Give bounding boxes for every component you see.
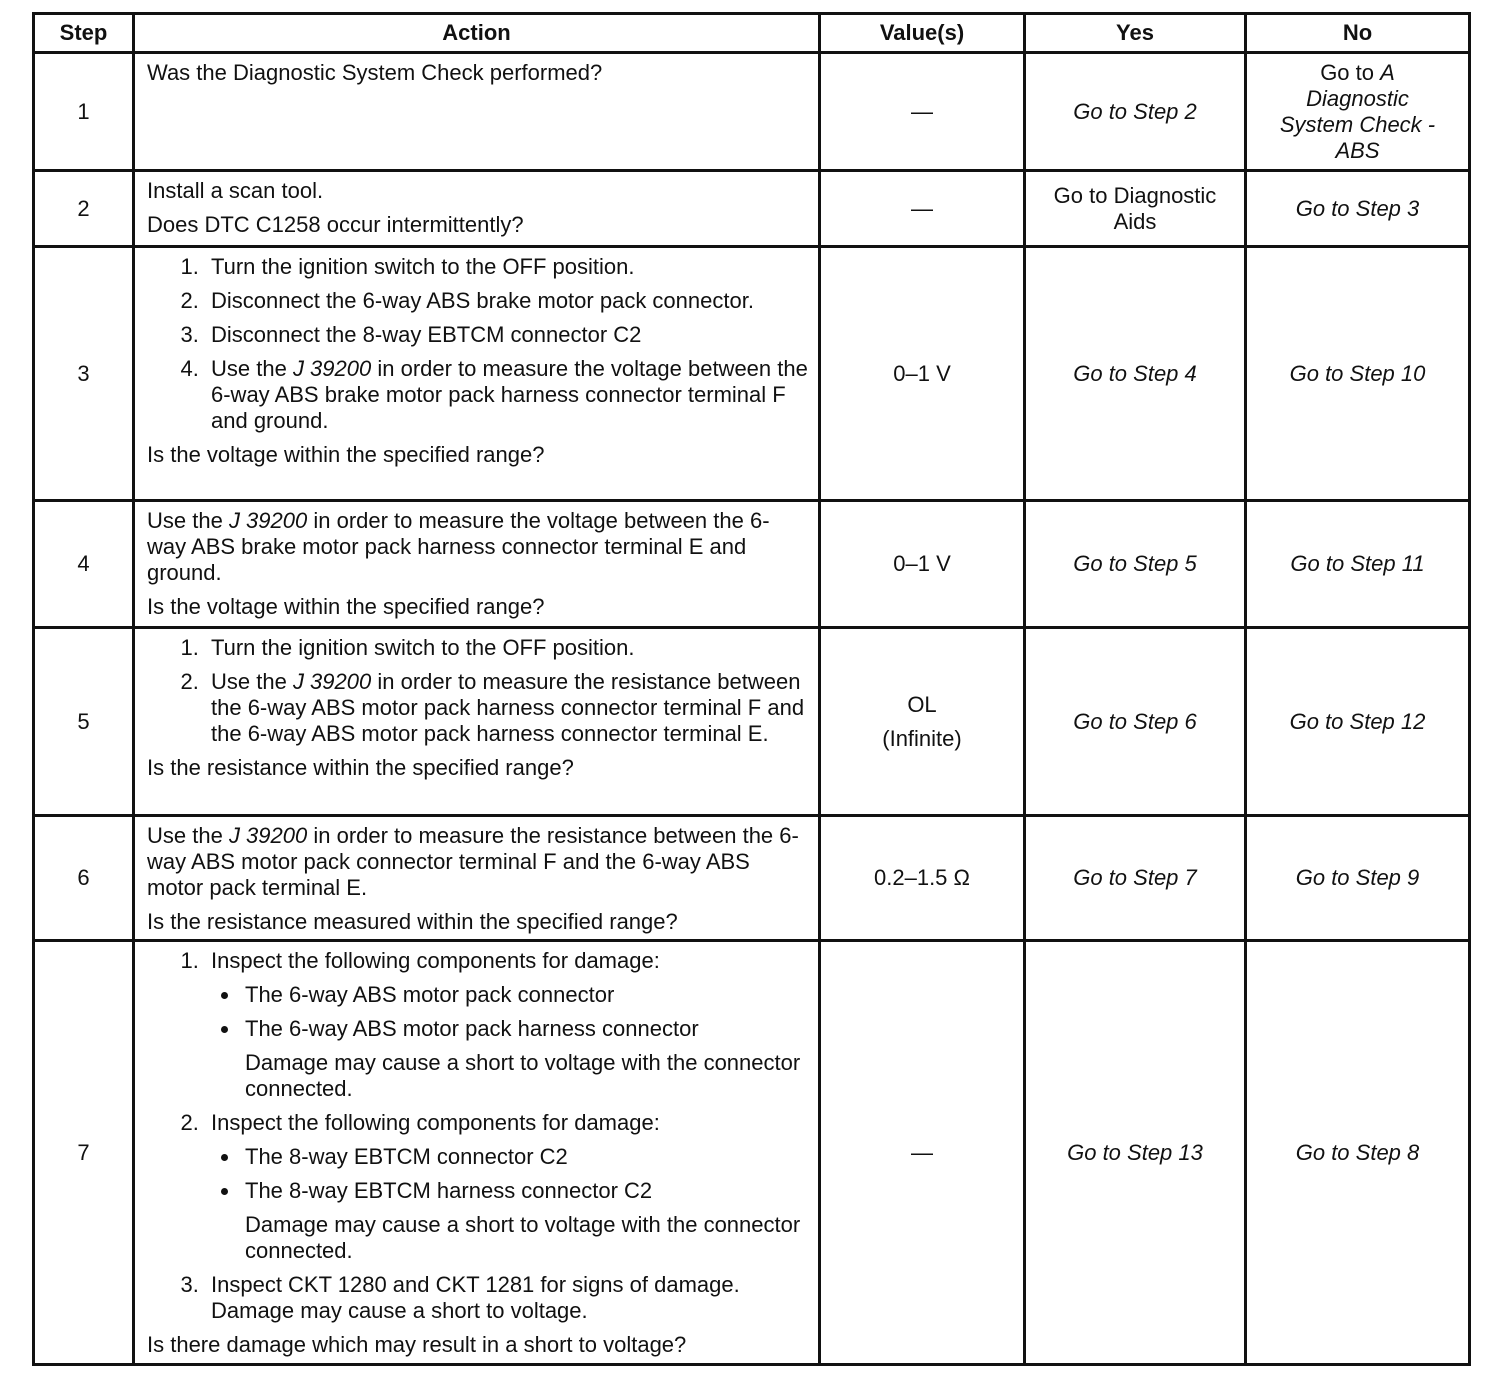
header-action: Action [134, 14, 820, 53]
action-question: Is there damage which may result in a short to voltage? [147, 1332, 687, 1357]
action-step: 1. Turn the ignition switch to the OFF position. [205, 254, 808, 280]
yes-cell: Go to Step 7 [1025, 816, 1246, 941]
action-text: Was the Diagnostic System Check performed? [147, 60, 603, 85]
table-row [34, 941, 1470, 1365]
text: in order to measure the resistance between the 6-way ABS motor pack connector terminal F and the 6-way ABS motor pack terminal E. [147, 823, 799, 900]
list-item: • The 8-way EBTCM connector C2 [241, 1144, 808, 1170]
list-item: • The 8-way EBTCM harness connector C2 [241, 1178, 808, 1204]
step-number: 7 [34, 941, 134, 1365]
action-cell [134, 816, 820, 941]
no-cell: Go to Step 3 [1246, 171, 1470, 247]
action-cell [134, 53, 820, 171]
no-prefix: Go to [1320, 59, 1381, 85]
action-line: Install a scan tool. [147, 178, 324, 203]
list-item: • The 6-way ABS motor pack harness connector [241, 1016, 808, 1042]
yes-cell: Go to Step 4 [1025, 247, 1246, 501]
diagnostic-table [32, 12, 1471, 1366]
tool-name: J 39200 [228, 823, 308, 848]
value-secondary: (Infinite) [882, 725, 962, 751]
table-row [34, 247, 1470, 501]
table-row [34, 501, 1470, 628]
value-cell: — [820, 171, 1025, 247]
action-step: 3. Inspect CKT 1280 and CKT 1281 for signs of damage. Damage may cause a short to voltage. [205, 1272, 808, 1324]
action-steps [147, 254, 808, 434]
table-row [34, 171, 1470, 247]
action-cell [134, 501, 820, 628]
step-number: 1 [34, 53, 134, 171]
action-step [205, 1110, 808, 1264]
header-yes: Yes [1025, 14, 1246, 53]
value-cell: 0–1 V [820, 501, 1025, 628]
table-row [34, 53, 1470, 171]
action-cell [134, 941, 820, 1365]
text: Use the [147, 823, 229, 848]
value-cell: 0.2–1.5 Ω [820, 816, 1025, 941]
step-number: 2 [34, 171, 134, 247]
damage-note: Damage may cause a short to voltage with the connector connected. [245, 1050, 801, 1101]
step-number: 5 [34, 628, 134, 816]
yes-cell: Go to Diagnostic Aids [1025, 171, 1246, 247]
action-steps [147, 635, 808, 747]
action-step [205, 669, 808, 747]
action-step: 2. Disconnect the 6-way ABS brake motor pack connector. [205, 288, 808, 314]
no-cell: Go to Step 12 [1246, 628, 1470, 816]
no-cell: Go to Step 10 [1246, 247, 1470, 501]
table-row [34, 816, 1470, 941]
step-number: 4 [34, 501, 134, 628]
yes-cell: Go to Step 6 [1025, 628, 1246, 816]
header-row [34, 14, 1470, 53]
action-step: 1. Turn the ignition switch to the OFF position. [205, 635, 808, 661]
action-question: Is the voltage within the specified range? [147, 594, 545, 619]
no-cell: Go to Step 8 [1246, 941, 1470, 1365]
component-list [211, 1144, 808, 1204]
component-list [211, 982, 808, 1042]
tool-name: J 39200 [292, 669, 372, 694]
value-primary: OL [907, 691, 937, 717]
action-step: 3. Disconnect the 8-way EBTCM connector C2 [205, 322, 808, 348]
text: Inspect the following components for damage: [211, 1110, 660, 1135]
action-question: Is the resistance within the specified range? [147, 755, 574, 780]
text: in order to measure the voltage between the 6-way ABS brake motor pack harness connector terminal E and ground. [147, 508, 770, 585]
tool-name: J 39200 [292, 356, 372, 381]
table-row [34, 628, 1470, 816]
value-cell: 0–1 V [820, 247, 1025, 501]
no-cell: Go to Step 11 [1246, 501, 1470, 628]
text: Use the [147, 508, 229, 533]
value-cell: — [820, 941, 1025, 1365]
yes-cell: Go to Step 2 [1025, 53, 1246, 171]
action-step [205, 356, 808, 434]
header-values: Value(s) [820, 14, 1025, 53]
action-steps [147, 948, 808, 1324]
text: in order to measure the voltage between the 6-way ABS brake motor pack harness connector terminal F and ground. [211, 356, 808, 433]
action-cell [134, 247, 820, 501]
value-cell [820, 628, 1025, 816]
text: in order to measure the resistance between the 6-way ABS motor pack harness connector terminal F and the 6-way ABS motor pack harness connector terminal E. [211, 669, 805, 746]
header-step: Step [34, 14, 134, 53]
action-step [205, 948, 808, 1102]
no-cell: Go to Step 9 [1246, 816, 1470, 941]
text: Use the [211, 669, 293, 694]
step-number: 6 [34, 816, 134, 941]
action-line: Does DTC C1258 occur intermittently? [147, 212, 524, 237]
action-cell [134, 628, 820, 816]
damage-note: Damage may cause a short to voltage with the connector connected. [245, 1212, 801, 1263]
action-line [147, 508, 808, 586]
action-question: Is the resistance measured within the specified range? [147, 909, 678, 934]
text: Use the [211, 356, 293, 381]
text: Inspect the following components for damage: [211, 948, 660, 973]
tool-name: J 39200 [228, 508, 308, 533]
header-no: No [1246, 14, 1470, 53]
action-line [147, 823, 808, 901]
yes-cell: Go to Step 5 [1025, 501, 1246, 628]
no-reference: A Diagnostic System Check - ABS [1279, 59, 1436, 163]
yes-cell: Go to Step 13 [1025, 941, 1246, 1365]
action-cell [134, 171, 820, 247]
value-cell: — [820, 53, 1025, 171]
no-cell [1246, 53, 1470, 171]
list-item: • The 6-way ABS motor pack connector [241, 982, 808, 1008]
action-question: Is the voltage within the specified range? [147, 442, 545, 467]
step-number: 3 [34, 247, 134, 501]
